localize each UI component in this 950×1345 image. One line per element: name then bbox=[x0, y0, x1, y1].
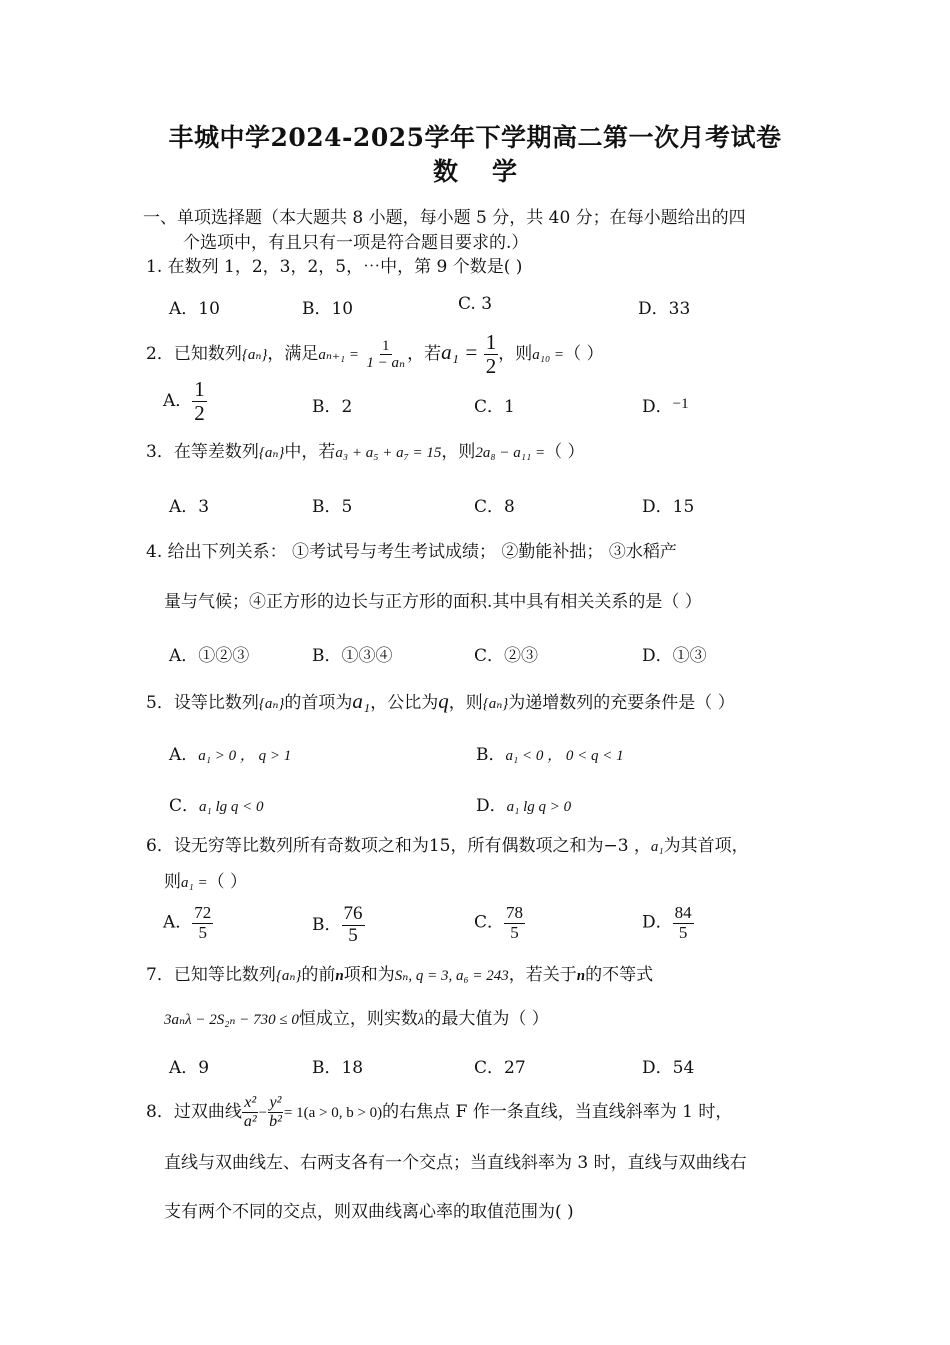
q2-option-c: C．1 bbox=[474, 397, 515, 417]
q5-option-c: C．a₁ lg q < 0 bbox=[169, 796, 264, 816]
q7-stem-line2: 3aₙλ − 2S₂ₙ − 730 ≤ 0恒成立，则实数λ的最大值为（ ） bbox=[164, 1009, 549, 1029]
q3-option-d: D．15 bbox=[642, 497, 695, 517]
q3-stem: 3．在等差数列{aₙ}中，若a₃ + a₅ + a₇ = 15，则2a₈ − a₁₁ =（ ） bbox=[146, 442, 585, 462]
q6-stem-line1: 6．设无穷等比数列所有奇数项之和为15，所有偶数项之和为−3 ，a₁为其首项， bbox=[146, 836, 749, 856]
q5-option-d: D．a₁ lg q > 0 bbox=[476, 796, 572, 816]
q6-option-a: A． $\frac{72}{5}$ bbox=[163, 903, 212, 942]
q1-stem: 1. 在数列 1，2，3，2，5，⋯中，第 9 个数是( ) bbox=[146, 257, 523, 277]
q3-option-b: B．5 bbox=[312, 497, 353, 517]
q7-stem-line1: 7．已知等比数列{aₙ}的前n项和为Sₙ, q = 3, a₆ = 243，若关于n的不等式 bbox=[146, 965, 654, 985]
q7-option-a: A．9 bbox=[169, 1058, 210, 1078]
q2-stem: 2．已知数列{aₙ}，满足aₙ₊₁ = $\frac{1}{\text{1 − aₙ}}$ ，若a₁ = $\frac{1}{2}$ ，则a₁₀ =（ ） bbox=[146, 330, 604, 379]
q4-stem-line1: 4. 给出下列关系： ①考试号与考生考试成绩； ②勤能补拙； ③水稻产 bbox=[146, 542, 677, 562]
q7-option-c: C．27 bbox=[474, 1058, 526, 1078]
q4-option-d: D．①③ bbox=[642, 646, 707, 666]
q7-option-d: D．54 bbox=[642, 1058, 695, 1078]
q2-option-a: A． $\frac{1}{2}$ bbox=[163, 377, 205, 426]
q5-option-b: B．a₁ < 0 ， 0 < q < 1 bbox=[476, 745, 624, 765]
section-heading-line1: 一、单项选择题（本大题共 8 小题，每小题 5 分，共 40 分；在每小题给出的四 bbox=[143, 208, 746, 228]
q5-option-a: A．a₁ > 0 ， q > 1 bbox=[169, 745, 292, 765]
q6-option-d: D． $\frac{84}{5}$ bbox=[642, 903, 692, 942]
q8-stem-line2: 直线与双曲线左、右两支各有一个交点；当直线斜率为 3 时，直线与双曲线右 bbox=[164, 1153, 747, 1173]
q1-option-a: A．10 bbox=[169, 299, 220, 319]
subject-title: 数学 bbox=[432, 157, 551, 186]
q6-option-b: B． $\frac{76}{5}$ bbox=[312, 903, 363, 946]
q8-stem-line3: 支有两个不同的交点，则双曲线离心率的取值范围为( ) bbox=[164, 1202, 574, 1222]
q2-half-fraction: $\frac{1}{2}$ bbox=[485, 330, 497, 379]
q2-option-d: D．−1 bbox=[642, 396, 689, 417]
q4-option-c: C．②③ bbox=[474, 646, 539, 666]
q5-stem: 5．设等比数列{aₙ}的首项为a₁，公比为q，则{aₙ}为递增数列的充要条件是（ ） bbox=[146, 689, 735, 713]
q1-option-c: C. 3 bbox=[458, 294, 493, 314]
q1-option-d: D．33 bbox=[638, 299, 691, 319]
q4-option-b: B．①③④ bbox=[312, 646, 393, 666]
q6-option-c: C． $\frac{78}{5}$ bbox=[474, 903, 524, 942]
q7-option-b: B．18 bbox=[312, 1058, 364, 1078]
q2-option-b: B．2 bbox=[312, 397, 353, 417]
q8-stem-line1: 8．过双曲线 $\frac{\text{x²}}{\text{a²}}$ − $\frac{\text{y²}}{\text{b²}}$ = 1(a > 0, b > 0)的右焦点 F 作一条直线，当直线斜率为 1 时， bbox=[146, 1094, 733, 1130]
q6-stem-line2: 则a₁ =（ ） bbox=[164, 872, 247, 892]
q4-option-a: A．①②③ bbox=[169, 646, 250, 666]
exam-title: 丰城中学2024-2025学年下学期高二第一次月考试卷 bbox=[168, 123, 782, 152]
q4-stem-line2: 量与气候；④正方形的边长与正方形的面积.其中具有相关关系的是（ ） bbox=[164, 592, 702, 612]
q2-recursion-fraction: $\frac{1}{\text{1 − aₙ}}$ bbox=[366, 337, 406, 372]
q1-option-b: B．10 bbox=[302, 299, 354, 319]
q3-option-a: A．3 bbox=[169, 497, 210, 517]
q3-option-c: C．8 bbox=[474, 497, 515, 517]
section-heading-line2: 个选项中，有且只有一项是符合题目要求的.） bbox=[183, 233, 529, 253]
